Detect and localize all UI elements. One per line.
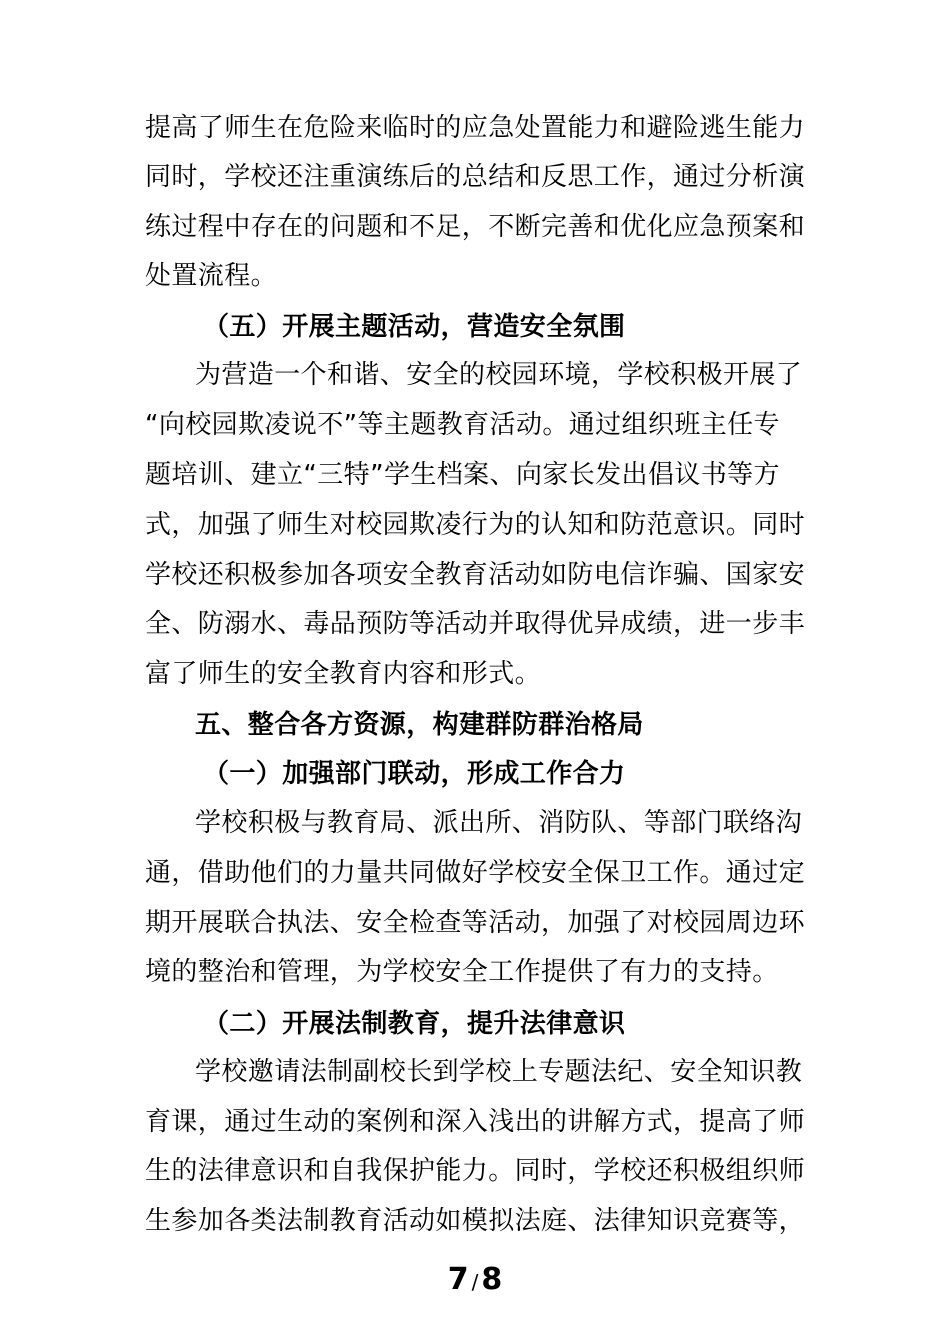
body-text-line: 育课，通过生动的案例和深入浅出的讲解方式，提高了师 [145, 1107, 806, 1137]
body-text-line: 题培训、建立“三特”学生档案、向家长发出倡议书等方 [145, 460, 780, 490]
subsection-heading: （二）开展法制教育，提升法律意识 [203, 1009, 626, 1039]
body-text-line: 练过程中存在的问题和不足，不断完善和优化应急预案和 [145, 212, 806, 242]
section-heading: 五、整合各方资源，构建群防群治格局 [195, 710, 644, 740]
body-text-line: 期开展联合执法、安全检查等活动，加强了对校园周边环 [145, 908, 806, 938]
body-text-line: 境的整治和管理，为学校安全工作提供了有力的支持。 [145, 957, 779, 987]
body-text-line: 学校邀请法制副校长到学校上专题法纪、安全知识教 [195, 1057, 803, 1087]
current-page-number: 7 [447, 1262, 469, 1297]
body-text-line: 学校积极与教育局、派出所、消防队、等部门联络沟 [195, 808, 803, 838]
body-text-line: 同时，学校还注重演练后的总结和反思工作，通过分析演 [145, 162, 806, 192]
body-text-line: 处置流程。 [145, 261, 278, 291]
body-text-line: 提高了师生在危险来临时的应急处置能力和避险逃生能力 [145, 113, 806, 143]
body-text-line: 全、防溺水、毒品预防等活动并取得优异成绩，进一步丰 [145, 609, 806, 639]
body-text-line: 富了师生的安全教育内容和形式。 [145, 659, 542, 689]
page-separator: / [471, 1270, 479, 1294]
body-text-line: 为营造一个和谐、安全的校园环境，学校积极开展了 [195, 360, 803, 390]
page-number [0, 1262, 950, 1300]
body-text-line: 生参加各类法制教育活动如模拟法庭、法律知识竞赛等， [145, 1206, 806, 1236]
body-text-line: 通，借助他们的力量共同做好学校安全保卫工作。通过定 [145, 858, 806, 888]
body-text-line: “向校园欺凌说不”等主题教育活动。通过组织班主任专 [145, 410, 780, 440]
body-text-line: 式，加强了师生对校园欺凌行为的认知和防范意识。同时 [145, 510, 806, 540]
subsection-heading: （五）开展主题活动，营造安全氛围 [203, 312, 626, 342]
body-text-line: 学校还积极参加各项安全教育活动如防电信诈骗、国家安 [145, 560, 806, 590]
subsection-heading: （一）加强部门联动，形成工作合力 [203, 759, 626, 789]
body-text-line: 生的法律意识和自我保护能力。同时，学校还积极组织师 [145, 1156, 806, 1186]
total-pages-number: 8 [481, 1262, 503, 1297]
